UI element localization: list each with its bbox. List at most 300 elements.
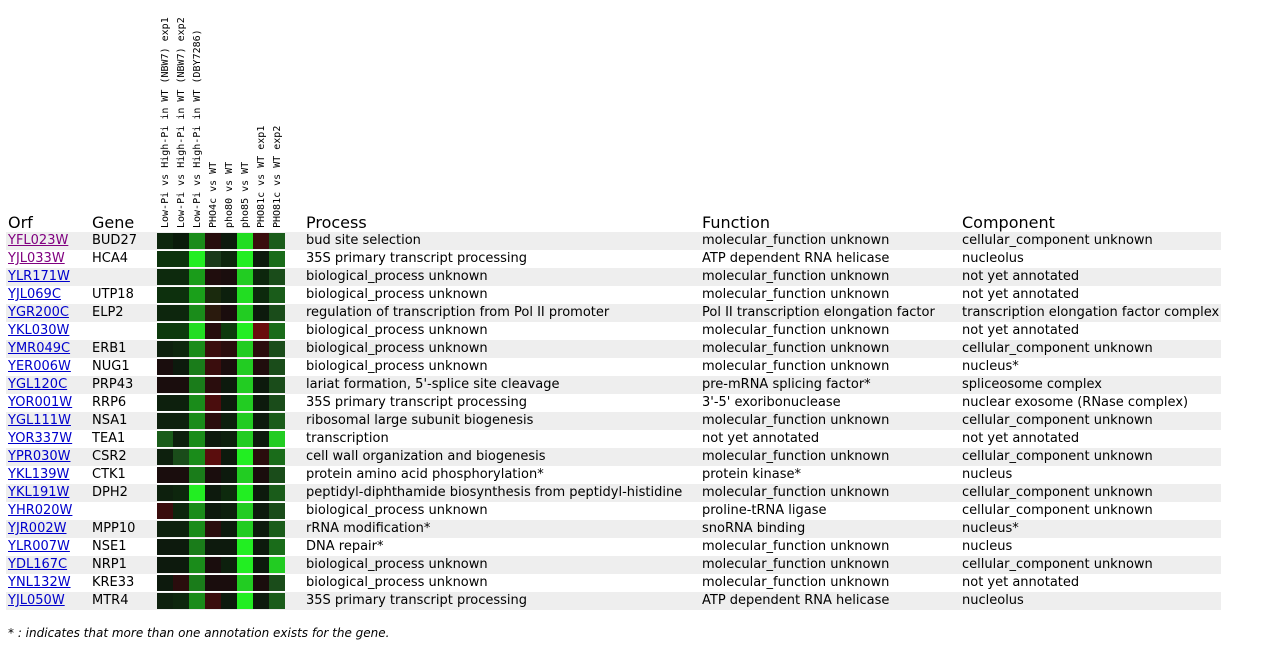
component-cell: not yet annotated [962,575,1080,590]
expression-cell [157,485,173,501]
expression-cell [269,593,285,609]
expression-cell [205,395,221,411]
expression-heatmap-row [157,305,285,321]
function-cell: ATP dependent RNA helicase [702,593,890,608]
process-cell: biological_process unknown [306,557,488,572]
expression-cell [253,539,269,555]
expression-cell [173,503,189,519]
component-cell: nuclear exosome (RNase complex) [962,395,1189,410]
expression-cell [205,575,221,591]
expression-cell [157,377,173,393]
expression-cell [157,233,173,249]
expression-cell [253,485,269,501]
expression-cell [173,341,189,357]
expression-cell [205,449,221,465]
expression-heatmap-row [157,503,285,519]
expression-cell [221,503,237,519]
expression-cell [173,557,189,573]
expression-cell [221,233,237,249]
expression-cell [173,431,189,447]
expression-cell [173,269,189,285]
expression-heatmap-row [157,395,285,411]
expression-cell [189,575,205,591]
orf-link[interactable]: YHR020W [8,503,73,518]
expression-cell [189,269,205,285]
process-cell: rRNA modification* [306,521,431,536]
expression-heatmap-row [157,431,285,447]
expression-cell [205,557,221,573]
expression-heatmap-row [157,233,285,249]
component-cell: cellular_component unknown [962,341,1153,356]
expression-cell [221,521,237,537]
function-cell: not yet annotated [702,431,820,446]
component-cell: nucleus* [962,359,1019,374]
expression-cell [237,449,253,465]
expression-cell [221,431,237,447]
expression-cell [269,341,285,357]
expression-cell [221,539,237,555]
expression-cell [221,269,237,285]
expression-cell [253,233,269,249]
expression-cell [205,521,221,537]
expression-cell [237,539,253,555]
expression-cell [221,485,237,501]
expression-cell [173,395,189,411]
expression-cell [157,323,173,339]
function-cell: molecular_function unknown [702,575,890,590]
expression-cell [253,449,269,465]
expression-cell [269,467,285,483]
expression-cell [189,431,205,447]
expression-heatmap-row [157,485,285,501]
process-cell: biological_process unknown [306,287,488,302]
function-cell: molecular_function unknown [702,341,890,356]
orf-link[interactable]: YPR030W [8,449,71,464]
expression-cell [253,395,269,411]
expression-heatmap-row [157,287,285,303]
expression-heatmap-row [157,323,285,339]
component-cell: cellular_component unknown [962,485,1153,500]
expression-cell [205,593,221,609]
expression-cell [157,557,173,573]
expression-cell [221,377,237,393]
process-cell: ribosomal large subunit biogenesis [306,413,534,428]
process-cell: biological_process unknown [306,323,488,338]
expression-cell [157,449,173,465]
orf-link[interactable]: YKL191W [8,485,70,500]
component-cell: cellular_component unknown [962,233,1153,248]
expression-heatmap-row [157,359,285,375]
expression-heatmap-row [157,593,285,609]
expression-cell [173,539,189,555]
orf-link[interactable]: YGR200C [8,305,69,320]
expression-cell [269,503,285,519]
expression-cell [237,395,253,411]
expression-cell [269,431,285,447]
expression-cell [189,593,205,609]
expression-cell [269,269,285,285]
expression-cell [157,287,173,303]
expression-cell [157,413,173,429]
component-cell: not yet annotated [962,287,1080,302]
gene-cell: NSA1 [92,413,128,428]
orf-link[interactable]: YJL050W [8,593,65,608]
expression-cell [237,593,253,609]
gene-cell: NRP1 [92,557,127,572]
expression-cell [221,287,237,303]
expression-cell [253,575,269,591]
expression-cell [237,269,253,285]
orf-column-header: Orf [8,213,33,232]
expression-cell [157,269,173,285]
expression-cell [269,287,285,303]
expression-cell [205,323,221,339]
orf-link[interactable]: YGL111W [8,413,71,428]
expression-cell [173,467,189,483]
expression-cell [269,233,285,249]
expression-cell [189,251,205,267]
expression-cell [157,539,173,555]
expression-cell [157,341,173,357]
component-cell: cellular_component unknown [962,503,1153,518]
experiment-header: pho85 vs WT [240,161,251,228]
expression-cell [221,467,237,483]
expression-heatmap-row [157,575,285,591]
expression-cell [157,359,173,375]
expression-cell [173,413,189,429]
expression-heatmap-row [157,449,285,465]
component-cell: not yet annotated [962,323,1080,338]
expression-cell [269,395,285,411]
expression-cell [173,377,189,393]
expression-cell [253,269,269,285]
expression-cell [157,593,173,609]
component-column-header: Component [962,213,1055,232]
orf-link[interactable]: YOR001W [8,395,73,410]
expression-cell [221,593,237,609]
orf-link[interactable]: YKL030W [8,323,70,338]
expression-cell [237,287,253,303]
gene-cell: NSE1 [92,539,127,554]
expression-heatmap-row [157,341,285,357]
experiment-header: Low-Pi vs High-Pi in WT (NBW7) exp2 [176,17,187,228]
expression-cell [189,377,205,393]
orf-link[interactable]: YOR337W [8,431,73,446]
process-cell: biological_process unknown [306,341,488,356]
process-cell: 35S primary transcript processing [306,593,527,608]
expression-cell [189,557,205,573]
expression-cell [253,287,269,303]
gene-cell: ELP2 [92,305,124,320]
expression-heatmap-row [157,539,285,555]
expression-cell [253,251,269,267]
process-cell: biological_process unknown [306,359,488,374]
orf-link[interactable]: YLR171W [8,269,70,284]
expression-cell [253,557,269,573]
orf-link[interactable]: YJL069C [8,287,61,302]
orf-link[interactable]: YGL120C [8,377,68,392]
expression-cell [221,557,237,573]
expression-cell [205,413,221,429]
process-cell: bud site selection [306,233,421,248]
expression-cell [237,575,253,591]
expression-cell [269,377,285,393]
expression-cell [221,359,237,375]
component-cell: not yet annotated [962,431,1080,446]
expression-cell [189,413,205,429]
expression-cell [205,467,221,483]
expression-cell [237,521,253,537]
expression-cell [253,503,269,519]
expression-cell [253,467,269,483]
expression-cell [205,233,221,249]
expression-cell [205,377,221,393]
expression-cell [269,413,285,429]
expression-cell [269,359,285,375]
expression-cell [269,557,285,573]
expression-cell [157,431,173,447]
gene-cell: CTK1 [92,467,126,482]
expression-cell [173,251,189,267]
expression-cell [269,485,285,501]
expression-cell [237,341,253,357]
orf-link[interactable]: YLR007W [8,539,70,554]
gene-cell: PRP43 [92,377,134,392]
function-cell: molecular_function unknown [702,287,890,302]
experiment-header: Low-Pi vs High-Pi in WT (DBY7286) [192,29,203,228]
expression-cell [173,323,189,339]
expression-cell [237,557,253,573]
expression-cell [205,341,221,357]
expression-cell [205,251,221,267]
expression-cell [221,305,237,321]
gene-cell: BUD27 [92,233,137,248]
expression-cell [189,485,205,501]
function-cell: 3'-5' exoribonuclease [702,395,841,410]
experiment-header: PHO4c vs WT [208,161,219,228]
gene-cell: CSR2 [92,449,127,464]
component-cell: spliceosome complex [962,377,1102,392]
component-cell: cellular_component unknown [962,449,1153,464]
expression-cell [221,341,237,357]
expression-cell [189,467,205,483]
component-cell: nucleolus [962,593,1024,608]
expression-cell [269,251,285,267]
expression-cell [253,359,269,375]
orf-link[interactable]: YNL132W [8,575,71,590]
expression-cell [237,431,253,447]
expression-cell [205,431,221,447]
expression-cell [205,539,221,555]
expression-cell [237,323,253,339]
expression-heatmap-row [157,251,285,267]
expression-cell [237,467,253,483]
expression-cell [189,539,205,555]
function-cell: protein kinase* [702,467,801,482]
expression-cell [221,323,237,339]
footnote: * : indicates that more than one annotation exists for the gene. [8,626,390,640]
expression-cell [157,467,173,483]
experiment-header: Low-Pi vs High-Pi in WT (NBW7) exp1 [160,17,171,228]
gene-cell: MPP10 [92,521,136,536]
expression-cell [269,449,285,465]
expression-cell [205,305,221,321]
process-column-header: Process [306,213,367,232]
expression-cell [173,359,189,375]
function-cell: molecular_function unknown [702,557,890,572]
gene-cell: MTR4 [92,593,129,608]
experiment-header: pho80 vs WT [224,161,235,228]
process-cell: protein amino acid phosphorylation* [306,467,544,482]
expression-cell [221,413,237,429]
component-cell: cellular_component unknown [962,413,1153,428]
process-cell: DNA repair* [306,539,384,554]
orf-link[interactable]: YDL167C [8,557,68,572]
expression-cell [189,521,205,537]
function-column-header: Function [702,213,771,232]
expression-cell [253,305,269,321]
expression-cell [157,251,173,267]
expression-cell [237,485,253,501]
expression-cell [189,395,205,411]
function-cell: Pol II transcription elongation factor [702,305,935,320]
component-cell: nucleus [962,539,1013,554]
expression-cell [189,503,205,519]
gene-cell: DPH2 [92,485,128,500]
function-cell: molecular_function unknown [702,323,890,338]
process-cell: biological_process unknown [306,575,488,590]
expression-cell [205,287,221,303]
component-cell: cellular_component unknown [962,557,1153,572]
function-cell: molecular_function unknown [702,413,890,428]
gene-cell: UTP18 [92,287,134,302]
expression-cell [269,305,285,321]
function-cell: pre-mRNA splicing factor* [702,377,871,392]
gene-column-header: Gene [92,213,135,232]
function-cell: molecular_function unknown [702,233,890,248]
expression-cell [205,503,221,519]
function-cell: molecular_function unknown [702,359,890,374]
expression-cell [173,521,189,537]
expression-cell [221,251,237,267]
expression-cell [237,359,253,375]
expression-heatmap-row [157,269,285,285]
process-cell: biological_process unknown [306,269,488,284]
expression-cell [173,485,189,501]
expression-cell [157,305,173,321]
expression-cell [173,575,189,591]
orf-link[interactable]: YKL139W [8,467,70,482]
gene-cell: ERB1 [92,341,127,356]
expression-cell [269,521,285,537]
expression-heatmap-row [157,377,285,393]
expression-cell [189,233,205,249]
expression-cell [237,503,253,519]
orf-link[interactable]: YJR002W [8,521,67,536]
expression-cell [157,503,173,519]
process-cell: lariat formation, 5'-splice site cleavage [306,377,560,392]
process-cell: transcription [306,431,389,446]
expression-heatmap-row [157,467,285,483]
process-cell: 35S primary transcript processing [306,251,527,266]
expression-cell [253,593,269,609]
function-cell: molecular_function unknown [702,539,890,554]
expression-cell [237,251,253,267]
expression-heatmap-row [157,521,285,537]
expression-cell [205,359,221,375]
expression-cell [189,449,205,465]
orf-link[interactable]: YER006W [8,359,71,374]
gene-cell: HCA4 [92,251,129,266]
gene-cell: KRE33 [92,575,135,590]
expression-cell [157,575,173,591]
expression-cell [269,575,285,591]
expression-cell [189,323,205,339]
expression-heatmap-row [157,413,285,429]
expression-cell [189,287,205,303]
process-cell: biological_process unknown [306,503,488,518]
orf-link[interactable]: YMR049C [8,341,71,356]
expression-cell [221,395,237,411]
component-cell: transcription elongation factor complex [962,305,1220,320]
expression-cell [173,593,189,609]
expression-cell [253,341,269,357]
expression-cell [253,431,269,447]
expression-cell [205,485,221,501]
component-cell: nucleolus [962,251,1024,266]
expression-cell [237,305,253,321]
expression-cell [173,287,189,303]
expression-cell [173,233,189,249]
orf-link[interactable]: YFL023W [8,233,69,248]
expression-cell [269,539,285,555]
function-cell: proline-tRNA ligase [702,503,827,518]
expression-cell [189,341,205,357]
gene-cell: RRP6 [92,395,127,410]
component-cell: nucleus [962,467,1013,482]
gene-cell: TEA1 [92,431,126,446]
expression-cell [221,449,237,465]
expression-cell [237,233,253,249]
expression-cell [253,323,269,339]
expression-cell [173,449,189,465]
process-cell: peptidyl-diphthamide biosynthesis from peptidyl-histidine [306,485,683,500]
expression-cell [205,269,221,285]
function-cell: snoRNA binding [702,521,806,536]
expression-cell [253,413,269,429]
expression-cell [189,305,205,321]
function-cell: molecular_function unknown [702,449,890,464]
process-cell: 35S primary transcript processing [306,395,527,410]
expression-cell [157,395,173,411]
expression-cell [237,377,253,393]
expression-cell [269,323,285,339]
orf-link[interactable]: YJL033W [8,251,65,266]
expression-cell [253,377,269,393]
experiment-header: PHO81c vs WT exp2 [272,125,283,228]
component-cell: not yet annotated [962,269,1080,284]
expression-cell [237,413,253,429]
process-cell: cell wall organization and biogenesis [306,449,546,464]
component-cell: nucleus* [962,521,1019,536]
function-cell: molecular_function unknown [702,269,890,284]
expression-heatmap-row [157,557,285,573]
expression-cell [221,575,237,591]
gene-cell: NUG1 [92,359,130,374]
function-cell: molecular_function unknown [702,485,890,500]
expression-cell [157,521,173,537]
expression-cell [173,305,189,321]
